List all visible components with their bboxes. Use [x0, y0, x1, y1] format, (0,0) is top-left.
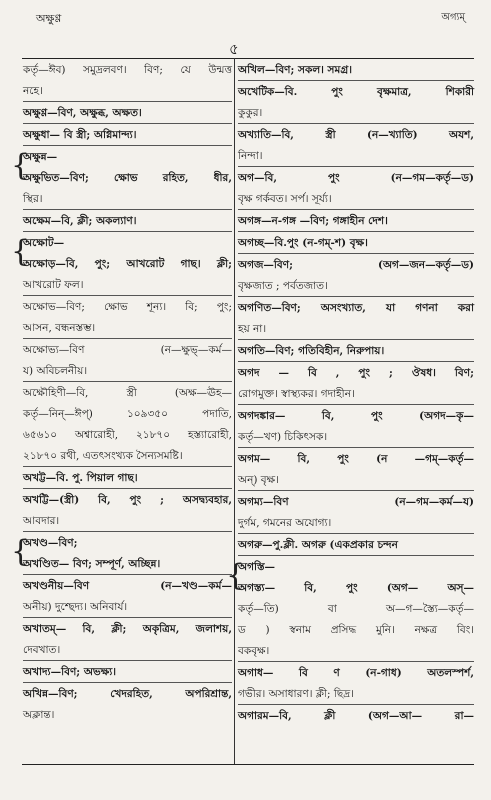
- entry-headword-line: অখট্টি—(স্ত্রী) বি, পুং ; অসদ্ব্যবহার,: [23, 494, 232, 506]
- entry-text-line: কর্তৃ—নিন্—ঈপ্) ১০৯৩৫০ পদাতি,: [23, 408, 232, 420]
- entry-headword-line: অখাদ্য—বিণ; অভক্ষ্য।: [23, 666, 117, 678]
- entry-text-line: আবদার।: [23, 515, 60, 527]
- right-column: [226, 60, 474, 764]
- entry-headword-line: অখেটিক—বি. পুং বৃক্ষমাত্র, শিকারী: [238, 86, 474, 98]
- dictionary-entry: [238, 449, 474, 491]
- header-right-guideword: অগ্যম্: [441, 12, 465, 23]
- dictionary-entry: [238, 341, 474, 362]
- dictionary-entry: [238, 60, 474, 81]
- entry-headword-line: অখট্ট—বি. পু. পিয়াল গাছ।: [23, 472, 138, 484]
- left-column: [11, 60, 232, 764]
- dictionary-entry: [238, 255, 474, 297]
- entry-text-line: কুকুর।: [238, 107, 263, 119]
- entry-text-line: বৃক্ষজাত ; পর্বতজাত।: [238, 280, 328, 292]
- dictionary-entry: [23, 103, 232, 124]
- dictionary-entry: [23, 383, 232, 467]
- dictionary-entry: [23, 340, 232, 382]
- entry-text-line: রোগমুক্ত। স্বাস্থ্যকর। গদাহীন।: [238, 388, 355, 400]
- dictionary-entry: [23, 468, 232, 489]
- entry-text-line: আখরোট ফল।: [23, 279, 84, 291]
- entry-headword-line: অগদ — বি , পুং ; ঔষধ। বিণ;: [238, 367, 474, 379]
- dictionary-entry: [11, 533, 232, 575]
- dictionary-entry: [238, 706, 474, 726]
- column-divider: [234, 58, 235, 764]
- entry-headword-line: অক্ষুন্ন—: [23, 151, 58, 163]
- dictionary-entry: [11, 233, 232, 296]
- dictionary-entry: [238, 492, 474, 534]
- entry-headword-line: অক্ষৌহিণী—বি, স্ত্রী (অক্ষ—ঊহ—: [23, 387, 232, 399]
- dictionary-entry: [23, 125, 232, 146]
- dictionary-entry: [23, 60, 232, 102]
- entry-headword-line: অগাধ— বি ণ (ন-গাধ) অতলস্পর্শ,: [238, 667, 474, 679]
- page-number: ৫: [229, 40, 239, 58]
- entry-headword-line: কর্তৃ—ঈব) সমুদ্রলবণ। বিণ; যে উন্মত্ত: [23, 64, 232, 76]
- entry-headword-line: অগতি—বিণ; গতিবিহীন, নিরুপায়।: [238, 345, 385, 357]
- entry-text-line: অক্ষোড়—বি, পুং; আখরোট গাছ। ক্লী;: [23, 258, 232, 270]
- dictionary-entry: [23, 576, 232, 618]
- entry-text-line: অগস্ত্য— বি, পুং (অগ— অস্—: [238, 582, 474, 594]
- entry-text-line: কর্তৃ—খণ) চিকিৎসক।: [238, 431, 328, 443]
- entry-headword-line: অখণ্ড—বিণ;: [23, 537, 78, 549]
- dictionary-entry: [238, 535, 474, 556]
- entry-text-line: নিন্দা।: [238, 150, 263, 162]
- entry-text-line: বকবৃক্ষ।: [238, 645, 270, 657]
- entry-headword-line: অগঙ্গ—ন-গঙ্গ —বিণ; গঙ্গাহীন দেশ।: [238, 215, 388, 227]
- entry-text-line: দুর্গম, গমনের অযোগ্য।: [238, 517, 332, 529]
- dictionary-entry: [238, 298, 474, 340]
- dictionary-entry: [23, 211, 232, 232]
- dictionary-entry: [238, 363, 474, 405]
- entry-headword-line: অখণ্ডনীয়—বিণ (ন—খণ্ড—কর্ম—: [23, 580, 232, 592]
- entry-headword-line: অক্ষোট—: [23, 237, 65, 249]
- entry-text-line: আসন, বন্ধনস্তম্ভ।: [23, 322, 96, 334]
- entry-headword-line: অক্ষুধা— বি স্ত্রী; অগ্নিমান্দ্য।: [23, 129, 137, 141]
- entry-headword-line: অগম্য—বিণ (ন—গম—কর্ম—য): [238, 496, 474, 508]
- entry-text-line: বৃক্ষ গর্কবত। সর্প। সূর্য্য।: [238, 193, 332, 205]
- dictionary-entry: [23, 297, 232, 339]
- entry-text-line: অখণ্ডিত— বিণ; সম্পূর্ণ, অচ্ছিন্ন।: [23, 558, 161, 570]
- brace-mark: {: [11, 148, 31, 183]
- entry-headword-line: অগচ্ছ—বি.পুং (ন-গম্-শ) বৃক্ষ।: [238, 237, 368, 249]
- entry-headword-line: অগস্তি—: [238, 561, 276, 573]
- dictionary-entry: [238, 168, 474, 210]
- dictionary-entry: [238, 233, 474, 254]
- entry-text-line: নহে।: [23, 85, 43, 97]
- entry-headword-line: অক্ষেম—বি, ক্লী; অকল্যাণ।: [23, 215, 137, 227]
- dictionary-entry: [238, 82, 474, 124]
- dictionary-entry: [23, 684, 232, 725]
- entry-text-line: য) অবিচলনীয়।: [23, 365, 88, 377]
- entry-headword-line: অগরু—পু.ক্লী. অগরু (একপ্রকার চন্দন: [238, 539, 398, 551]
- dictionary-entry: [11, 147, 232, 210]
- dictionary-entry: [238, 125, 474, 167]
- entry-text-line: দেবখাত।: [23, 644, 61, 656]
- dictionary-entry: [226, 557, 474, 662]
- entry-headword-line: অগদঙ্কার— বি, পুং (অগদ—কৃ—: [238, 410, 474, 422]
- entry-headword-line: অখ্যাতি—বি, স্ত্রী (ন—খ্যাতি) অযশ,: [238, 129, 474, 141]
- entry-headword-line: অক্ষুণ্ণ—বিণ, অক্ষুব্ধ, অক্ষত।: [23, 107, 142, 119]
- entry-headword-line: অক্ষোভ—বিণ; ক্ষোভ শূন্য। বি; পুং;: [23, 301, 232, 313]
- entry-text-line: অক্ষুভিত—বিণ; ক্ষোভ রহিত, ধীর,: [23, 172, 232, 184]
- entry-headword-line: অগজ—বিণ; (অগ—জন—কর্তৃ—ড): [238, 259, 474, 271]
- entry-text-line: ড ) স্বনাম প্রসিদ্ধ মুনি। নক্ষত্র বিং।: [238, 624, 474, 636]
- entry-headword-line: অগ—বি, পুং (ন—গম—কর্তৃ—ড): [238, 172, 474, 184]
- footer-rule: [22, 764, 474, 765]
- brace-mark: {: [11, 534, 31, 569]
- entry-headword-line: অগণিত—বিণ; অসংখ্যাত, যা গণনা করা: [238, 302, 474, 314]
- entry-text-line: অক্লান্ত।: [23, 709, 55, 721]
- entry-text-line: ৬৫৬১০ অশ্বারোহী, ২১৮৭০ হস্ত্যারোহী,: [23, 429, 232, 441]
- entry-headword-line: অখিল—বিণ; সকল। সমগ্র।: [238, 64, 352, 76]
- header-left-guideword: অক্ষুণ্ণ: [36, 12, 62, 25]
- dictionary-entry: [238, 663, 474, 705]
- entry-text-line: হয় না।: [238, 323, 267, 335]
- brace-mark: {: [11, 234, 31, 269]
- header-rule: [22, 58, 474, 59]
- entry-text-line: অনীয়) দুশ্ছেদ্য। অনিবার্য।: [23, 601, 128, 613]
- dictionary-entry: [238, 406, 474, 448]
- entry-text-line: গভীর। অসাধারণ। ক্লী; ছিদ্র।: [238, 688, 354, 700]
- entry-headword-line: অগম— বি, পুং (ন —গম্—কর্তৃ—: [238, 453, 474, 465]
- dictionary-entry: [23, 619, 232, 661]
- entry-text-line: অন্) বৃক্ষ।: [238, 474, 279, 486]
- entry-text-line: ২১৮৭০ রথী, এতৎসংখ্যক সৈন্যসমষ্টি।: [23, 450, 183, 462]
- dictionary-entry: [23, 662, 232, 683]
- dictionary-entry: [238, 211, 474, 232]
- entry-headword-line: অখাতম্— বি, ক্লী; অকৃত্রিম, জলাশয়,: [23, 623, 232, 635]
- entry-headword-line: অগারম—বি, ক্লী (অগ—আ— রা—: [238, 710, 474, 722]
- entry-headword-line: অক্ষোভ্য—বিণ (ন—ক্ষুভ্—কর্ম—: [23, 344, 232, 356]
- entry-headword-line: অখিন্ন—বিণ; খেদরহিত, অপরিশ্রান্ত,: [23, 688, 232, 700]
- brace-mark: {: [226, 558, 246, 593]
- entry-text-line: কর্তৃ—তি) বা অ—গ—স্ত্যৈ—কর্তৃ—: [238, 603, 474, 615]
- dictionary-entry: [23, 490, 232, 532]
- entry-text-line: স্থির।: [23, 193, 43, 205]
